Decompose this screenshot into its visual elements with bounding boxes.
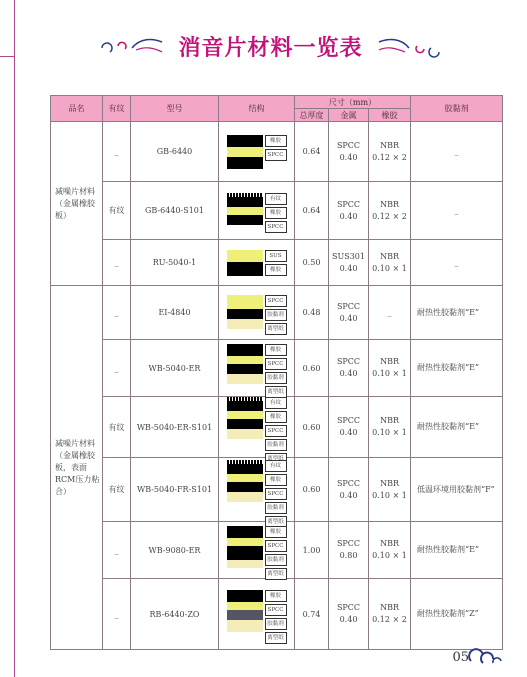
layer-label: 橡胶 xyxy=(265,411,287,423)
pattern-cell: 有纹 xyxy=(103,182,131,240)
header-rubber: 橡胶 xyxy=(369,109,411,122)
metal-cell xyxy=(329,397,369,458)
layer-black xyxy=(227,419,263,429)
layer-label: 橡胶 xyxy=(265,474,287,486)
layer-yellow xyxy=(227,295,263,309)
metal-cell xyxy=(329,340,369,397)
metal-thickness: 0.40 xyxy=(339,490,358,500)
total-thickness-cell: 0.60 xyxy=(295,458,329,522)
layer-label: 离型纸 xyxy=(265,516,287,528)
rubber-thickness: 0.12 × 2 xyxy=(372,211,407,221)
rubber-name: NBR xyxy=(380,416,399,425)
layer-label: SPCC xyxy=(265,488,287,500)
layer-black xyxy=(227,526,263,538)
structure-diagram xyxy=(227,193,287,229)
layer-label: 胶黏剂 xyxy=(265,618,287,630)
structure-cell xyxy=(219,397,295,458)
metal-name: SUS301 xyxy=(332,251,365,261)
structure-diagram xyxy=(227,250,287,276)
pattern-cell: 有纹 xyxy=(103,397,131,458)
layer-yellow xyxy=(227,250,263,262)
layer-black xyxy=(227,197,263,207)
layer-black xyxy=(227,401,263,411)
rubber-thickness: 0.10 × 1 xyxy=(372,490,407,500)
rubber-name: NBR xyxy=(380,603,399,612)
layer-label: 橡胶 xyxy=(265,590,287,602)
rubber-name: NBR xyxy=(380,199,399,209)
layer-black xyxy=(227,482,263,492)
structure-diagram xyxy=(227,295,287,331)
rubber-thickness: 0.12 × 2 xyxy=(372,152,407,162)
metal-cell xyxy=(329,122,369,182)
page-number: 05 xyxy=(452,650,469,665)
table-row xyxy=(51,122,503,182)
layer-yellow xyxy=(227,602,263,610)
rubber-name: NBR xyxy=(380,478,399,488)
layer-label: 有纹 xyxy=(265,193,287,205)
header-total-thickness: 总厚度 xyxy=(295,109,329,122)
layer-label: 胶黏剂 xyxy=(265,554,287,566)
metal-name: SPCC xyxy=(336,603,361,612)
total-thickness-cell: 0.60 xyxy=(295,340,329,397)
layer-label: 胶黏剂 xyxy=(265,372,287,384)
layer-yellow xyxy=(227,538,263,546)
metal-thickness: 0.40 xyxy=(339,211,358,221)
metal-thickness: 0.40 xyxy=(339,369,358,378)
rubber-thickness: 0.10 × 1 xyxy=(372,369,407,378)
adhesive-cell: _ xyxy=(411,122,503,182)
rubber-name: NBR xyxy=(380,140,399,150)
rubber-cell xyxy=(369,286,411,340)
structure-cell xyxy=(219,522,295,579)
adhesive-cell: 耐热性胶黏剂“E” xyxy=(411,522,503,579)
layer-label: SPCC xyxy=(265,425,287,437)
layer-yellow xyxy=(227,411,263,419)
title-bar xyxy=(14,26,527,66)
layer-label: SPCC xyxy=(265,149,287,161)
layer-label: 离型纸 xyxy=(265,632,287,644)
structure-diagram xyxy=(227,135,287,169)
metal-cell xyxy=(329,240,369,286)
layer-cream xyxy=(227,429,263,439)
table-row xyxy=(51,397,503,458)
right-swirl-icon xyxy=(373,34,445,58)
layer-label: SPCC xyxy=(265,604,287,616)
total-thickness-cell: 0.74 xyxy=(295,579,329,650)
layer-black xyxy=(227,464,263,474)
rubber-name: NBR xyxy=(380,539,399,548)
layer-label: 橡胶 xyxy=(265,135,287,147)
adhesive-cell: _ xyxy=(411,240,503,286)
layer-cream xyxy=(227,560,263,568)
header-metal: 金属 xyxy=(329,109,369,122)
total-thickness-cell: 0.64 xyxy=(295,182,329,240)
layer-label: 胶黏剂 xyxy=(265,502,287,514)
total-thickness-cell: 0.48 xyxy=(295,286,329,340)
adhesive-cell: 低温环境用胶黏剂“F” xyxy=(411,458,503,522)
table-row xyxy=(51,340,503,397)
table-row xyxy=(51,286,503,340)
structure-cell xyxy=(219,122,295,182)
rubber-cell xyxy=(369,340,411,397)
materials-table xyxy=(50,95,503,650)
layer-label: 橡胶 xyxy=(265,526,287,538)
metal-cell xyxy=(329,522,369,579)
header-structure: 结构 xyxy=(219,96,295,122)
adhesive-cell: 耐热性胶黏剂“E” xyxy=(411,286,503,340)
model-cell: RB-6440-ZO xyxy=(131,579,219,650)
layer-label: 离型纸 xyxy=(265,568,287,580)
metal-name: SPCC xyxy=(336,539,361,548)
left-swirl-icon xyxy=(96,34,168,58)
metal-name: SPCC xyxy=(336,140,361,150)
layer-black xyxy=(227,215,263,225)
model-cell: WB-9080-ER xyxy=(131,522,219,579)
group-name-cell: 减噪片材料（金属橡胶板） xyxy=(51,122,103,286)
rubber-name: _ xyxy=(387,307,392,317)
metal-name: SPCC xyxy=(336,416,361,425)
structure-cell xyxy=(219,182,295,240)
pattern-cell: _ xyxy=(103,122,131,182)
rubber-cell xyxy=(369,397,411,458)
rubber-cell xyxy=(369,579,411,650)
rubber-name: NBR xyxy=(380,251,399,261)
adhesive-cell: 耐热性胶黏剂“E” xyxy=(411,340,503,397)
metal-cell xyxy=(329,286,369,340)
model-cell: RU-5040-1 xyxy=(131,240,219,286)
total-thickness-cell: 0.60 xyxy=(295,397,329,458)
layer-label: SPCC xyxy=(265,221,287,233)
page-title: 消音片材料一览表 xyxy=(178,35,363,61)
layer-label: 橡胶 xyxy=(265,207,287,219)
pattern-cell: _ xyxy=(103,579,131,650)
rubber-cell xyxy=(369,182,411,240)
layer-black xyxy=(227,344,263,356)
metal-thickness: 0.40 xyxy=(339,615,358,624)
layer-cream xyxy=(227,620,263,632)
header-pattern: 有纹 xyxy=(103,96,131,122)
metal-name: SPCC xyxy=(336,357,361,366)
rubber-cell xyxy=(369,122,411,182)
total-thickness-cell: 0.64 xyxy=(295,122,329,182)
rubber-cell xyxy=(369,522,411,579)
layer-label: 胶黏剂 xyxy=(265,439,287,451)
metal-thickness: 0.80 xyxy=(339,551,358,560)
rubber-thickness: 0.10 × 1 xyxy=(372,428,407,437)
layer-yellow xyxy=(227,356,263,364)
layer-label: SPCC xyxy=(265,540,287,552)
model-cell: GB-6440-S101 xyxy=(131,182,219,240)
layer-cream xyxy=(227,492,263,502)
rubber-cell xyxy=(369,240,411,286)
layer-label: SUS xyxy=(265,250,287,262)
header-size: 尺寸（mm） xyxy=(295,96,411,109)
rubber-name: NBR xyxy=(380,357,399,366)
layer-black xyxy=(227,590,263,602)
layer-label: 离型纸 xyxy=(265,386,287,398)
structure-diagram xyxy=(227,590,287,641)
layer-black xyxy=(227,364,263,374)
model-cell: EI-4840 xyxy=(131,286,219,340)
adhesive-cell: 耐热性胶黏剂“E” xyxy=(411,397,503,458)
structure-cell xyxy=(219,458,295,525)
header-adhesive: 胶黏剂 xyxy=(411,96,503,122)
layer-label: 有纹 xyxy=(265,460,287,472)
metal-name: SPCC xyxy=(336,301,361,311)
pattern-cell: 有纹 xyxy=(103,458,131,522)
layer-label: 胶黏剂 xyxy=(265,309,287,321)
layer-yellow xyxy=(227,207,263,215)
model-cell: WB-5040-ER-S101 xyxy=(131,397,219,458)
metal-cell xyxy=(329,458,369,522)
adhesive-cell: 耐热性胶黏剂“Z” xyxy=(411,579,503,650)
total-thickness-cell: 1.00 xyxy=(295,522,329,579)
layer-label: 离型纸 xyxy=(265,323,287,335)
page-number-swirl-icon xyxy=(465,645,505,669)
structure-diagram xyxy=(227,344,287,395)
layer-label: 有纹 xyxy=(265,397,287,409)
pattern-cell: _ xyxy=(103,522,131,579)
metal-thickness: 0.40 xyxy=(339,313,358,323)
metal-thickness: 0.40 xyxy=(339,428,358,437)
layer-label: SPCC xyxy=(265,295,287,307)
metal-name: SPCC xyxy=(336,478,361,488)
header-name: 品名 xyxy=(51,96,103,122)
group-name-cell: 减噪片材料（金属橡胶板，表面RCM压力粘合） xyxy=(51,286,103,650)
model-cell: WB-5040-FR-S101 xyxy=(131,458,219,522)
rubber-thickness: 0.12 × 2 xyxy=(372,615,407,624)
rubber-thickness: 0.10 × 1 xyxy=(372,551,407,560)
layer-grey xyxy=(227,610,263,620)
pattern-cell: _ xyxy=(103,340,131,397)
layer-yellow xyxy=(227,147,263,157)
layer-label: SPCC xyxy=(265,358,287,370)
pattern-cell: _ xyxy=(103,286,131,340)
pattern-cell: _ xyxy=(103,240,131,286)
structure-cell xyxy=(219,579,295,650)
layer-black xyxy=(227,309,263,319)
adhesive-cell: _ xyxy=(411,182,503,240)
structure-diagram xyxy=(227,397,287,457)
layer-black xyxy=(227,262,263,276)
layer-black xyxy=(227,135,263,147)
rubber-thickness: 0.10 × 1 xyxy=(372,263,407,273)
structure-diagram xyxy=(227,460,287,525)
layer-yellow xyxy=(227,474,263,482)
layer-cream xyxy=(227,374,263,384)
table-row xyxy=(51,182,503,240)
left-margin-rule xyxy=(0,0,15,677)
header-model: 型号 xyxy=(131,96,219,122)
model-cell: WB-5040-ER xyxy=(131,340,219,397)
layer-black xyxy=(227,546,263,560)
total-thickness-cell: 0.50 xyxy=(295,240,329,286)
table-row xyxy=(51,579,503,650)
layer-label: 橡胶 xyxy=(265,344,287,356)
metal-thickness: 0.40 xyxy=(339,152,358,162)
model-cell: GB-6440 xyxy=(131,122,219,182)
metal-cell xyxy=(329,182,369,240)
layer-black xyxy=(227,157,263,169)
structure-diagram xyxy=(227,526,287,577)
metal-name: SPCC xyxy=(336,199,361,209)
structure-cell xyxy=(219,240,295,286)
table-row xyxy=(51,458,503,522)
rubber-cell xyxy=(369,458,411,522)
table-row xyxy=(51,522,503,579)
layer-cream xyxy=(227,319,263,329)
structure-cell xyxy=(219,340,295,397)
table-row xyxy=(51,240,503,286)
metal-thickness: 0.40 xyxy=(339,263,358,273)
structure-cell xyxy=(219,286,295,340)
layer-label: 橡胶 xyxy=(265,264,287,276)
metal-cell xyxy=(329,579,369,650)
